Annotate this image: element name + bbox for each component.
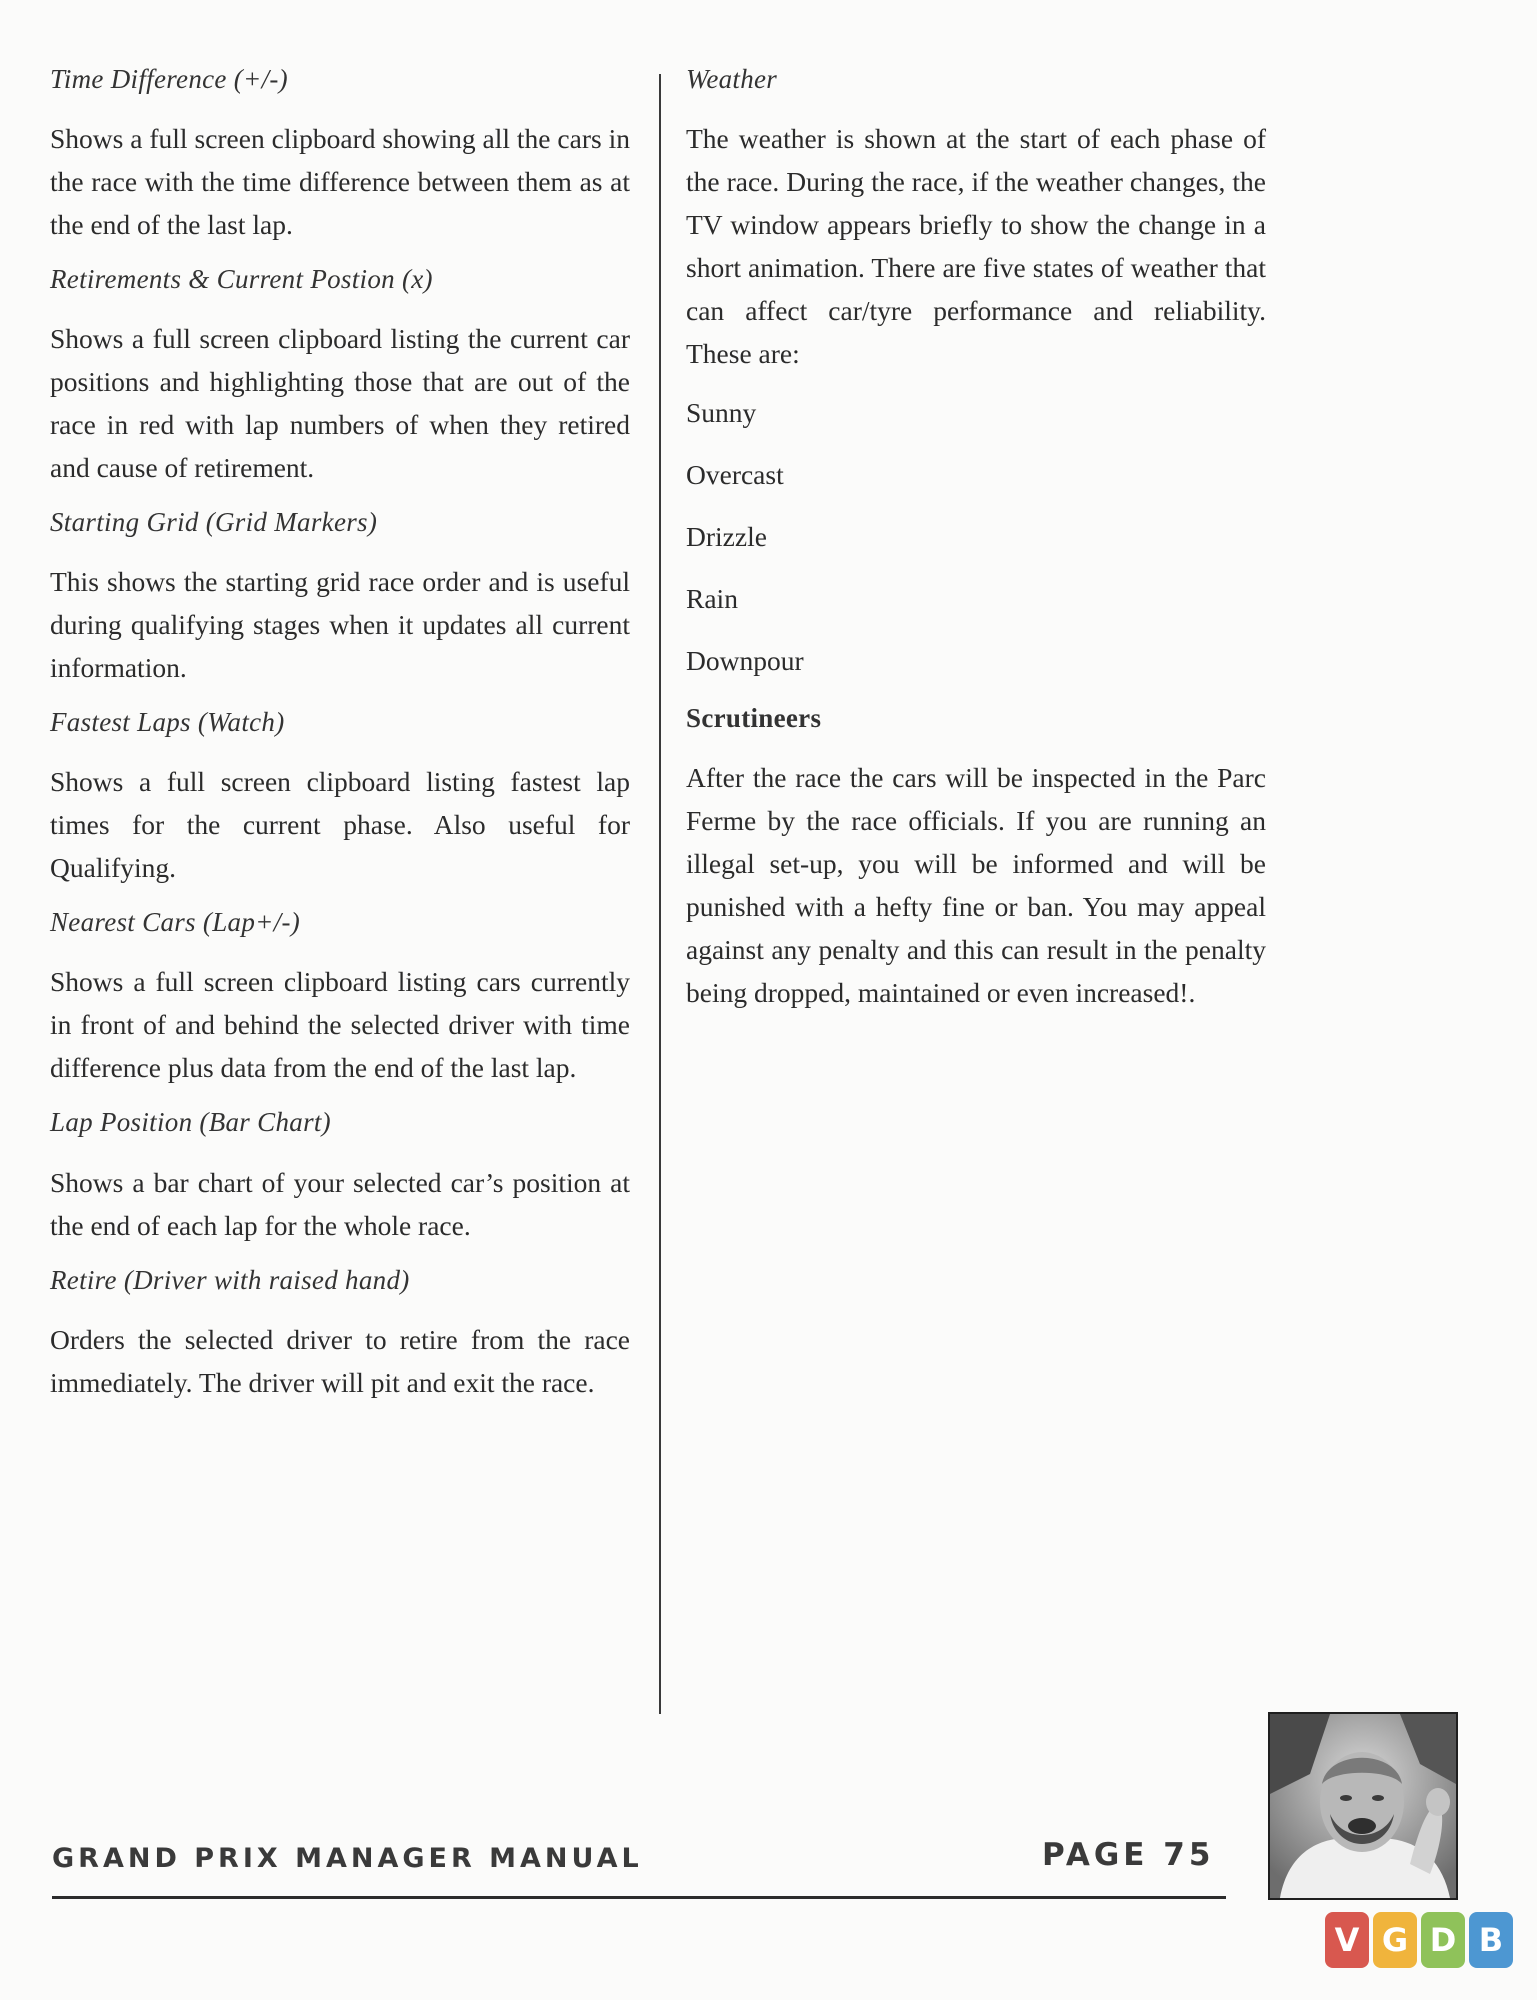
weather-state-item: Overcast: [686, 459, 784, 491]
watermark-tile: B: [1469, 1912, 1513, 1968]
right-column: [686, 62, 1266, 1030]
page-number: PAGE 75: [1042, 1837, 1215, 1873]
weather-state-item: Rain: [686, 583, 738, 615]
section-heading: Fastest Laps (Watch): [50, 707, 285, 738]
weather-state-item: Drizzle: [686, 521, 767, 553]
weather-heading: Weather: [686, 64, 778, 94]
driver-photo: [1268, 1712, 1458, 1900]
section-body: Shows a full screen clipboard listing the current car positions and highlighting those that are out of the race in red with lap numbers of when they retired and cause of retirement.: [50, 323, 630, 484]
section-fastest-laps: [50, 705, 630, 889]
scrutineers-body: After the race the cars will be inspected in the Parc Ferme by the race officials. If you are running an illegal set-up, you will be informed and will be punished with a hefty fine or ban. You may appeal against any penalty and this can result in the penalty being dropped, maintained or even increased!.: [686, 762, 1266, 1009]
section-body: This shows the starting grid race order and is useful during qualifying stages when it updates all current information.: [50, 566, 630, 684]
section-heading: Starting Grid (Grid Markers): [50, 507, 378, 538]
column-divider: [659, 74, 661, 1714]
section-starting-grid: [50, 505, 630, 689]
weather-state-item: Downpour: [686, 645, 804, 677]
footer-rule: [52, 1896, 1226, 1899]
section-time-difference: [50, 62, 630, 246]
section-heading: Nearest Cars (Lap+/-): [50, 907, 301, 938]
watermark-tile: V: [1325, 1912, 1369, 1968]
driver-photo-illustration: [1270, 1714, 1456, 1898]
weather-body: The weather is shown at the start of each phase of the race. During the race, if the weather changes, the TV window appears briefly to show the change in a short animation. There are five states of weather that can affect car/tyre performance and reliability. These are:: [686, 123, 1266, 370]
section-nearest-cars: [50, 905, 630, 1089]
manual-title: GRAND PRIX MANAGER MANUAL: [52, 1843, 643, 1874]
watermark-tile: G: [1373, 1912, 1417, 1968]
section-body: Shows a bar chart of your selected car’s position at the end of each lap for the whole race.: [50, 1166, 630, 1241]
scrutineers-heading: Scrutineers: [686, 703, 822, 734]
left-column: [50, 62, 630, 1420]
section-heading: Time Difference (+/-): [50, 64, 288, 94]
section-heading: Retirements & Current Postion (x): [50, 264, 433, 295]
watermark-tile: D: [1421, 1912, 1465, 1968]
section-body: Shows a full screen clipboard showing all the cars in the race with the time difference between them as at the end of the last lap.: [50, 123, 630, 241]
section-body: Orders the selected driver to retire from the race immediately. The driver will pit and exit the race.: [50, 1323, 630, 1398]
section-heading: Retire (Driver with raised hand): [50, 1264, 410, 1295]
section-heading: Lap Position (Bar Chart): [50, 1107, 331, 1138]
section-body: Shows a full screen clipboard listing fastest lap times for the current phase. Also useful for Qualifying.: [50, 766, 630, 884]
section-lap-position: [50, 1105, 630, 1246]
section-retire: [50, 1263, 630, 1404]
section-body: Shows a full screen clipboard listing cars currently in front of and behind the selected driver with time difference plus data from the end of the last lap.: [50, 966, 630, 1084]
weather-state-item: Sunny: [686, 397, 757, 429]
section-retirements: [50, 262, 630, 489]
vgdb-watermark: [1325, 1912, 1513, 1968]
